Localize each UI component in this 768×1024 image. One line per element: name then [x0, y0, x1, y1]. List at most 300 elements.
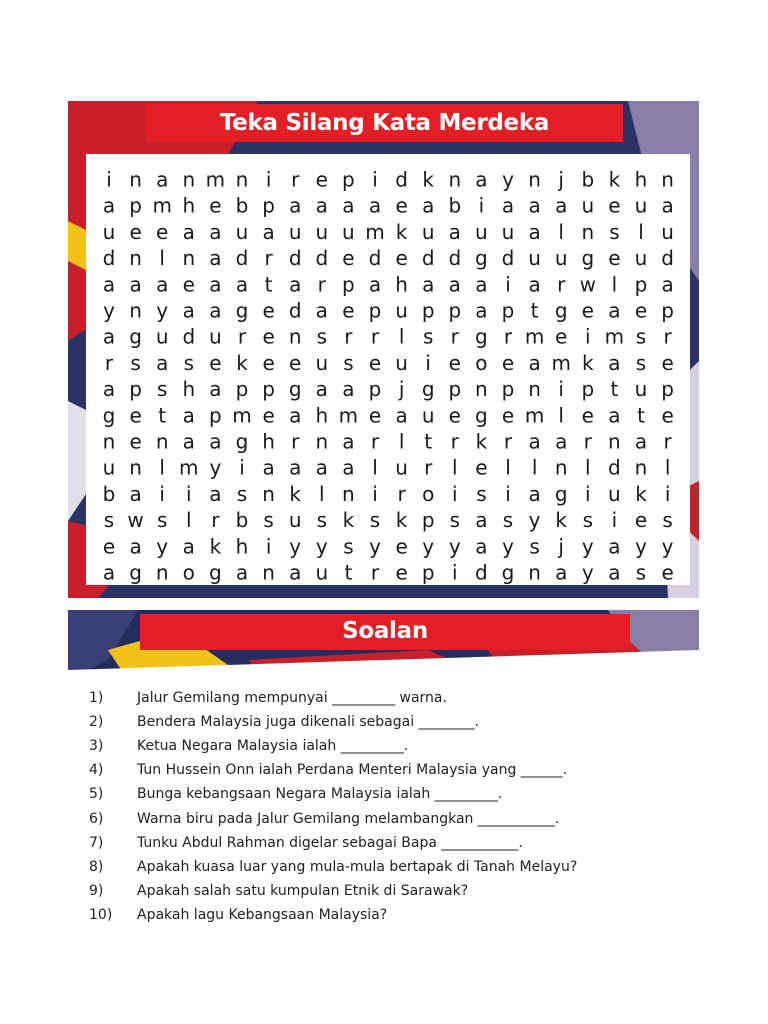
grid-letter[interactable]: p	[448, 377, 462, 402]
grid-letter[interactable]: a	[475, 508, 488, 533]
grid-letter[interactable]: a	[475, 272, 488, 297]
grid-letter[interactable]: a	[182, 298, 195, 323]
grid-letter[interactable]: t	[637, 403, 645, 428]
grid-letter[interactable]: k	[342, 508, 355, 533]
grid-letter[interactable]: u	[155, 324, 169, 349]
grid-letter[interactable]: a	[209, 481, 222, 506]
grid-letter[interactable]: d	[395, 167, 408, 192]
grid-letter[interactable]: m	[179, 455, 199, 480]
grid-letter[interactable]: t	[264, 272, 273, 297]
grid-letter[interactable]: r	[663, 324, 672, 349]
grid-letter[interactable]: a	[555, 429, 568, 454]
grid-letter[interactable]: n	[608, 429, 621, 454]
grid-letter[interactable]: i	[505, 481, 511, 506]
grid-letter[interactable]: u	[661, 219, 674, 244]
grid-letter[interactable]: u	[501, 219, 515, 244]
grid-letter[interactable]: s	[263, 508, 274, 533]
grid-letter[interactable]: i	[265, 167, 272, 192]
grid-letter[interactable]: d	[288, 298, 302, 323]
grid-letter[interactable]: p	[634, 272, 648, 297]
grid-letter[interactable]: e	[634, 298, 648, 323]
grid-letter[interactable]: m	[604, 324, 625, 349]
grid-letter[interactable]: u	[395, 350, 408, 375]
grid-letter[interactable]: a	[448, 272, 461, 297]
grid-letter[interactable]: n	[315, 429, 329, 454]
grid-letter[interactable]: a	[608, 560, 621, 585]
grid-letter[interactable]: a	[156, 272, 169, 297]
grid-letter[interactable]: r	[344, 324, 353, 349]
grid-letter[interactable]: j	[558, 534, 564, 559]
grid-letter[interactable]: l	[664, 455, 671, 480]
grid-letter[interactable]: i	[425, 350, 431, 375]
grid-letter[interactable]: d	[182, 324, 196, 349]
grid-letter[interactable]: a	[235, 272, 249, 297]
grid-letter[interactable]: d	[102, 246, 116, 271]
grid-letter[interactable]: r	[104, 350, 114, 375]
grid-letter[interactable]: n	[634, 455, 648, 480]
grid-letter[interactable]: w	[127, 508, 144, 533]
grid-letter[interactable]: a	[315, 298, 328, 323]
grid-letter[interactable]: r	[450, 324, 459, 349]
grid-letter[interactable]: a	[342, 193, 355, 218]
grid-letter[interactable]: e	[395, 560, 408, 585]
grid-letter[interactable]: a	[129, 272, 142, 297]
grid-letter[interactable]: m	[232, 403, 252, 428]
grid-letter[interactable]: u	[102, 219, 116, 244]
grid-letter[interactable]: e	[129, 403, 142, 428]
grid-letter[interactable]: u	[102, 455, 116, 480]
grid-letter[interactable]: e	[368, 350, 382, 375]
grid-letter[interactable]: n	[102, 429, 116, 454]
grid-letter[interactable]: a	[209, 246, 222, 271]
grid-letter[interactable]: p	[235, 377, 249, 402]
grid-letter[interactable]: e	[661, 403, 674, 428]
grid-letter[interactable]: e	[581, 403, 594, 428]
grid-letter[interactable]: a	[156, 350, 169, 375]
grid-letter[interactable]: n	[155, 560, 169, 585]
grid-letter[interactable]: s	[103, 508, 115, 533]
grid-letter[interactable]: a	[315, 193, 328, 218]
grid-letter[interactable]: e	[634, 508, 648, 533]
grid-letter[interactable]: a	[555, 193, 568, 218]
grid-letter[interactable]: r	[450, 429, 459, 454]
grid-letter[interactable]: i	[611, 508, 618, 533]
grid-letter[interactable]: a	[368, 193, 382, 218]
grid-letter[interactable]: n	[235, 167, 249, 192]
grid-letter[interactable]: n	[155, 429, 169, 454]
grid-letter[interactable]: g	[102, 403, 116, 428]
grid-letter[interactable]: e	[156, 219, 169, 244]
grid-letter[interactable]: y	[581, 560, 594, 585]
grid-letter[interactable]: r	[291, 167, 300, 192]
grid-letter[interactable]: a	[608, 350, 621, 375]
grid-letter[interactable]: n	[182, 246, 196, 271]
grid-letter[interactable]: a	[555, 560, 568, 585]
grid-letter[interactable]: e	[209, 350, 222, 375]
grid-letter[interactable]: u	[209, 324, 222, 349]
grid-letter[interactable]: y	[103, 298, 115, 323]
grid-letter[interactable]: a	[182, 403, 195, 428]
grid-letter[interactable]: g	[209, 560, 222, 585]
grid-letter[interactable]: r	[370, 324, 380, 349]
grid-letter[interactable]: d	[501, 246, 515, 271]
grid-letter[interactable]: e	[475, 455, 488, 480]
grid-letter[interactable]: e	[342, 298, 355, 323]
grid-letter[interactable]: b	[448, 193, 462, 218]
grid-letter[interactable]: p	[262, 193, 275, 218]
grid-letter[interactable]: n	[448, 167, 462, 192]
grid-letter[interactable]: d	[315, 246, 329, 271]
grid-letter[interactable]: y	[209, 455, 222, 480]
grid-letter[interactable]: j	[398, 377, 405, 402]
grid-letter[interactable]: a	[608, 298, 621, 323]
grid-letter[interactable]: d	[421, 246, 435, 271]
grid-letter[interactable]: k	[582, 350, 594, 375]
grid-letter[interactable]: m	[205, 167, 226, 192]
grid-letter[interactable]: t	[530, 298, 539, 323]
grid-letter[interactable]: d	[368, 246, 382, 271]
grid-letter[interactable]: a	[422, 193, 435, 218]
grid-letter[interactable]: n	[262, 481, 275, 506]
grid-letter[interactable]: r	[237, 324, 247, 349]
grid-letter[interactable]: r	[557, 272, 566, 297]
grid-letter[interactable]: k	[635, 481, 647, 506]
grid-letter[interactable]: e	[342, 246, 355, 271]
grid-letter[interactable]: l	[186, 508, 192, 533]
grid-letter[interactable]: h	[634, 167, 648, 192]
grid-letter[interactable]: e	[102, 534, 116, 559]
grid-letter[interactable]: k	[209, 534, 222, 559]
grid-letter[interactable]: r	[397, 481, 406, 506]
grid-letter[interactable]: r	[317, 272, 326, 297]
grid-letter[interactable]: i	[265, 534, 272, 559]
grid-letter[interactable]: a	[475, 167, 488, 192]
grid-letter[interactable]: a	[102, 272, 116, 297]
grid-letter[interactable]: e	[581, 298, 594, 323]
grid-letter[interactable]: l	[611, 272, 618, 297]
grid-letter[interactable]: g	[475, 246, 488, 271]
grid-letter[interactable]: a	[102, 324, 116, 349]
grid-letter[interactable]: a	[182, 219, 195, 244]
grid-letter[interactable]: e	[262, 350, 275, 375]
grid-letter[interactable]: a	[102, 560, 116, 585]
grid-letter[interactable]: a	[661, 193, 674, 218]
grid-letter[interactable]: y	[502, 534, 514, 559]
grid-letter[interactable]: l	[585, 455, 591, 480]
grid-letter[interactable]: a	[528, 219, 541, 244]
grid-letter[interactable]: r	[503, 429, 513, 454]
grid-letter[interactable]: s	[316, 324, 328, 349]
grid-letter[interactable]: y	[422, 534, 435, 559]
grid-letter[interactable]: a	[342, 429, 355, 454]
grid-letter[interactable]: a	[315, 377, 328, 402]
grid-letter[interactable]: s	[529, 534, 540, 559]
grid-letter[interactable]: i	[452, 481, 458, 506]
grid-letter[interactable]: o	[422, 481, 435, 506]
grid-letter[interactable]: a	[342, 455, 355, 480]
grid-letter[interactable]: p	[661, 377, 674, 402]
grid-letter[interactable]: u	[634, 246, 648, 271]
grid-letter[interactable]: i	[585, 324, 591, 349]
grid-letter[interactable]: g	[581, 246, 595, 271]
grid-letter[interactable]: g	[475, 403, 488, 428]
grid-letter[interactable]: e	[368, 403, 382, 428]
grid-letter[interactable]: n	[528, 167, 541, 192]
grid-letter[interactable]: n	[129, 167, 142, 192]
grid-letter[interactable]: n	[129, 246, 142, 271]
grid-letter[interactable]: s	[635, 324, 647, 349]
grid-letter[interactable]: m	[338, 403, 359, 428]
grid-letter[interactable]: a	[209, 219, 222, 244]
grid-letter[interactable]: y	[528, 508, 541, 533]
grid-letter[interactable]: g	[475, 324, 488, 349]
grid-letter[interactable]: s	[183, 350, 195, 375]
grid-letter[interactable]: l	[372, 455, 378, 480]
grid-letter[interactable]: b	[235, 508, 249, 533]
grid-letter[interactable]: g	[421, 377, 435, 402]
grid-letter[interactable]: i	[505, 272, 511, 297]
grid-letter[interactable]: e	[501, 350, 515, 375]
grid-letter[interactable]: j	[558, 167, 564, 192]
grid-letter[interactable]: r	[264, 246, 273, 271]
grid-letter[interactable]: s	[156, 508, 168, 533]
grid-letter[interactable]: a	[501, 193, 515, 218]
grid-letter[interactable]: i	[159, 481, 165, 506]
grid-letter[interactable]: h	[182, 377, 196, 402]
grid-letter[interactable]: k	[395, 508, 408, 533]
grid-letter[interactable]: n	[182, 167, 196, 192]
grid-letter[interactable]: r	[503, 324, 513, 349]
grid-letter[interactable]: e	[209, 193, 222, 218]
grid-letter[interactable]: u	[581, 193, 595, 218]
grid-letter[interactable]: p	[421, 560, 435, 585]
grid-letter[interactable]: s	[422, 324, 434, 349]
grid-letter[interactable]: n	[581, 219, 595, 244]
grid-letter[interactable]: t	[424, 429, 433, 454]
grid-letter[interactable]: l	[398, 324, 405, 349]
grid-letter[interactable]: i	[452, 560, 458, 585]
grid-letter[interactable]: p	[501, 298, 515, 323]
grid-letter[interactable]: y	[581, 534, 594, 559]
grid-letter[interactable]: w	[579, 272, 596, 297]
grid-letter[interactable]: a	[368, 272, 382, 297]
grid-letter[interactable]: r	[370, 560, 380, 585]
grid-letter[interactable]: a	[315, 455, 328, 480]
grid-letter[interactable]: t	[344, 560, 353, 585]
grid-letter[interactable]: u	[288, 508, 302, 533]
grid-letter[interactable]: a	[475, 298, 488, 323]
grid-letter[interactable]: g	[235, 429, 249, 454]
grid-letter[interactable]: e	[395, 193, 408, 218]
grid-letter[interactable]: d	[235, 246, 249, 271]
grid-letter[interactable]: n	[262, 560, 275, 585]
grid-letter[interactable]: p	[262, 377, 275, 402]
grid-letter[interactable]: i	[478, 193, 485, 218]
grid-letter[interactable]: l	[452, 455, 458, 480]
grid-letter[interactable]: a	[209, 298, 222, 323]
grid-letter[interactable]: s	[609, 219, 620, 244]
grid-letter[interactable]: k	[608, 167, 621, 192]
grid-letter[interactable]: a	[156, 167, 169, 192]
grid-letter[interactable]: e	[661, 350, 674, 375]
grid-letter[interactable]: l	[159, 246, 165, 271]
grid-letter[interactable]: y	[635, 534, 647, 559]
grid-letter[interactable]: a	[528, 272, 541, 297]
grid-letter[interactable]: r	[583, 429, 592, 454]
grid-letter[interactable]: a	[102, 377, 116, 402]
grid-letter[interactable]: a	[395, 403, 408, 428]
grid-letter[interactable]: p	[129, 377, 142, 402]
grid-letter[interactable]: l	[159, 455, 165, 480]
grid-letter[interactable]: m	[365, 219, 385, 244]
grid-letter[interactable]: b	[235, 193, 249, 218]
grid-letter[interactable]: r	[663, 429, 672, 454]
grid-letter[interactable]: t	[158, 403, 167, 428]
grid-letter[interactable]: u	[395, 298, 408, 323]
grid-letter[interactable]: e	[608, 246, 621, 271]
grid-letter[interactable]: a	[528, 481, 541, 506]
grid-letter[interactable]: s	[236, 481, 248, 506]
grid-letter[interactable]: a	[262, 219, 275, 244]
grid-letter[interactable]: a	[342, 377, 355, 402]
grid-letter[interactable]: u	[235, 219, 249, 244]
grid-letter[interactable]: r	[424, 455, 433, 480]
grid-letter[interactable]: s	[635, 350, 647, 375]
grid-letter[interactable]: a	[129, 534, 142, 559]
grid-letter[interactable]: y	[315, 534, 328, 559]
grid-letter[interactable]: p	[342, 272, 355, 297]
grid-letter[interactable]: u	[315, 350, 329, 375]
grid-letter[interactable]: l	[558, 403, 564, 428]
grid-letter[interactable]: p	[421, 508, 435, 533]
grid-letter[interactable]: g	[554, 481, 568, 506]
grid-letter[interactable]: s	[156, 377, 168, 402]
grid-letter[interactable]: h	[182, 193, 196, 218]
grid-letter[interactable]: p	[368, 377, 382, 402]
grid-letter[interactable]: s	[343, 534, 354, 559]
grid-letter[interactable]: d	[475, 560, 488, 585]
grid-letter[interactable]: n	[554, 455, 568, 480]
grid-letter[interactable]: l	[558, 219, 564, 244]
grid-letter[interactable]: b	[102, 481, 116, 506]
grid-letter[interactable]: t	[610, 377, 619, 402]
grid-letter[interactable]: s	[502, 508, 514, 533]
grid-letter[interactable]: y	[661, 534, 674, 559]
grid-letter[interactable]: e	[262, 403, 275, 428]
grid-letter[interactable]: r	[370, 429, 380, 454]
grid-letter[interactable]: p	[209, 403, 222, 428]
grid-letter[interactable]: u	[421, 403, 435, 428]
grid-letter[interactable]: k	[555, 508, 567, 533]
grid-letter[interactable]: y	[448, 534, 461, 559]
grid-letter[interactable]: u	[634, 193, 648, 218]
grid-letter[interactable]: s	[476, 481, 487, 506]
grid-letter[interactable]: n	[129, 455, 142, 480]
grid-letter[interactable]: m	[152, 193, 172, 218]
grid-letter[interactable]: u	[528, 246, 541, 271]
grid-letter[interactable]: e	[129, 219, 142, 244]
grid-letter[interactable]: a	[235, 560, 249, 585]
grid-letter[interactable]: u	[421, 219, 435, 244]
grid-letter[interactable]: p	[129, 193, 142, 218]
grid-letter[interactable]: k	[289, 481, 301, 506]
grid-letter[interactable]: e	[448, 350, 461, 375]
grid-letter[interactable]: a	[289, 560, 302, 585]
grid-letter[interactable]: e	[262, 324, 275, 349]
grid-letter[interactable]: u	[608, 481, 621, 506]
grid-letter[interactable]: s	[635, 560, 647, 585]
grid-letter[interactable]: i	[558, 377, 564, 402]
grid-letter[interactable]: s	[369, 508, 381, 533]
grid-letter[interactable]: i	[372, 481, 378, 506]
grid-letter[interactable]: y	[289, 534, 302, 559]
grid-letter[interactable]: l	[638, 219, 644, 244]
grid-letter[interactable]: o	[182, 560, 195, 585]
grid-letter[interactable]: g	[129, 560, 142, 585]
grid-letter[interactable]: l	[398, 429, 405, 454]
grid-letter[interactable]: l	[505, 455, 511, 480]
grid-letter[interactable]: g	[129, 324, 142, 349]
grid-letter[interactable]: p	[661, 298, 674, 323]
grid-letter[interactable]: n	[475, 377, 488, 402]
grid-letter[interactable]: e	[501, 403, 515, 428]
grid-letter[interactable]: a	[182, 429, 195, 454]
grid-letter[interactable]: a	[209, 377, 222, 402]
grid-letter[interactable]: a	[182, 534, 195, 559]
grid-letter[interactable]: e	[555, 324, 568, 349]
grid-letter[interactable]: a	[608, 403, 621, 428]
grid-letter[interactable]: a	[262, 455, 275, 480]
grid-letter[interactable]: m	[524, 403, 545, 428]
grid-letter[interactable]: e	[182, 272, 195, 297]
grid-letter[interactable]: u	[315, 219, 329, 244]
grid-letter[interactable]: g	[235, 298, 249, 323]
grid-letter[interactable]: l	[531, 455, 538, 480]
grid-letter[interactable]: a	[209, 272, 222, 297]
grid-letter[interactable]: a	[475, 534, 488, 559]
grid-letter[interactable]: u	[475, 219, 488, 244]
grid-letter[interactable]: e	[289, 350, 302, 375]
grid-letter[interactable]: k	[395, 219, 408, 244]
grid-letter[interactable]: e	[395, 534, 408, 559]
grid-letter[interactable]: i	[106, 167, 112, 192]
grid-letter[interactable]: s	[316, 508, 328, 533]
grid-letter[interactable]: i	[372, 167, 378, 192]
grid-letter[interactable]: y	[156, 534, 169, 559]
grid-letter[interactable]: m	[551, 350, 571, 375]
grid-letter[interactable]: p	[342, 167, 355, 192]
grid-letter[interactable]: s	[582, 508, 594, 533]
grid-letter[interactable]: y	[369, 534, 381, 559]
grid-letter[interactable]: e	[661, 560, 674, 585]
grid-letter[interactable]: y	[156, 298, 169, 323]
grid-letter[interactable]: u	[315, 560, 329, 585]
grid-letter[interactable]: u	[554, 246, 568, 271]
grid-letter[interactable]: u	[634, 377, 648, 402]
grid-letter[interactable]: p	[421, 298, 435, 323]
grid-letter[interactable]: a	[608, 534, 621, 559]
grid-letter[interactable]: s	[343, 350, 354, 375]
grid-letter[interactable]: d	[661, 246, 674, 271]
grid-letter[interactable]: n	[528, 560, 541, 585]
grid-letter[interactable]: h	[262, 429, 275, 454]
grid-letter[interactable]: e	[448, 403, 461, 428]
grid-letter[interactable]: k	[422, 167, 434, 192]
grid-letter[interactable]: d	[608, 455, 621, 480]
grid-letter[interactable]: a	[528, 429, 541, 454]
grid-letter[interactable]: i	[186, 481, 192, 506]
grid-letter[interactable]: g	[554, 298, 568, 323]
